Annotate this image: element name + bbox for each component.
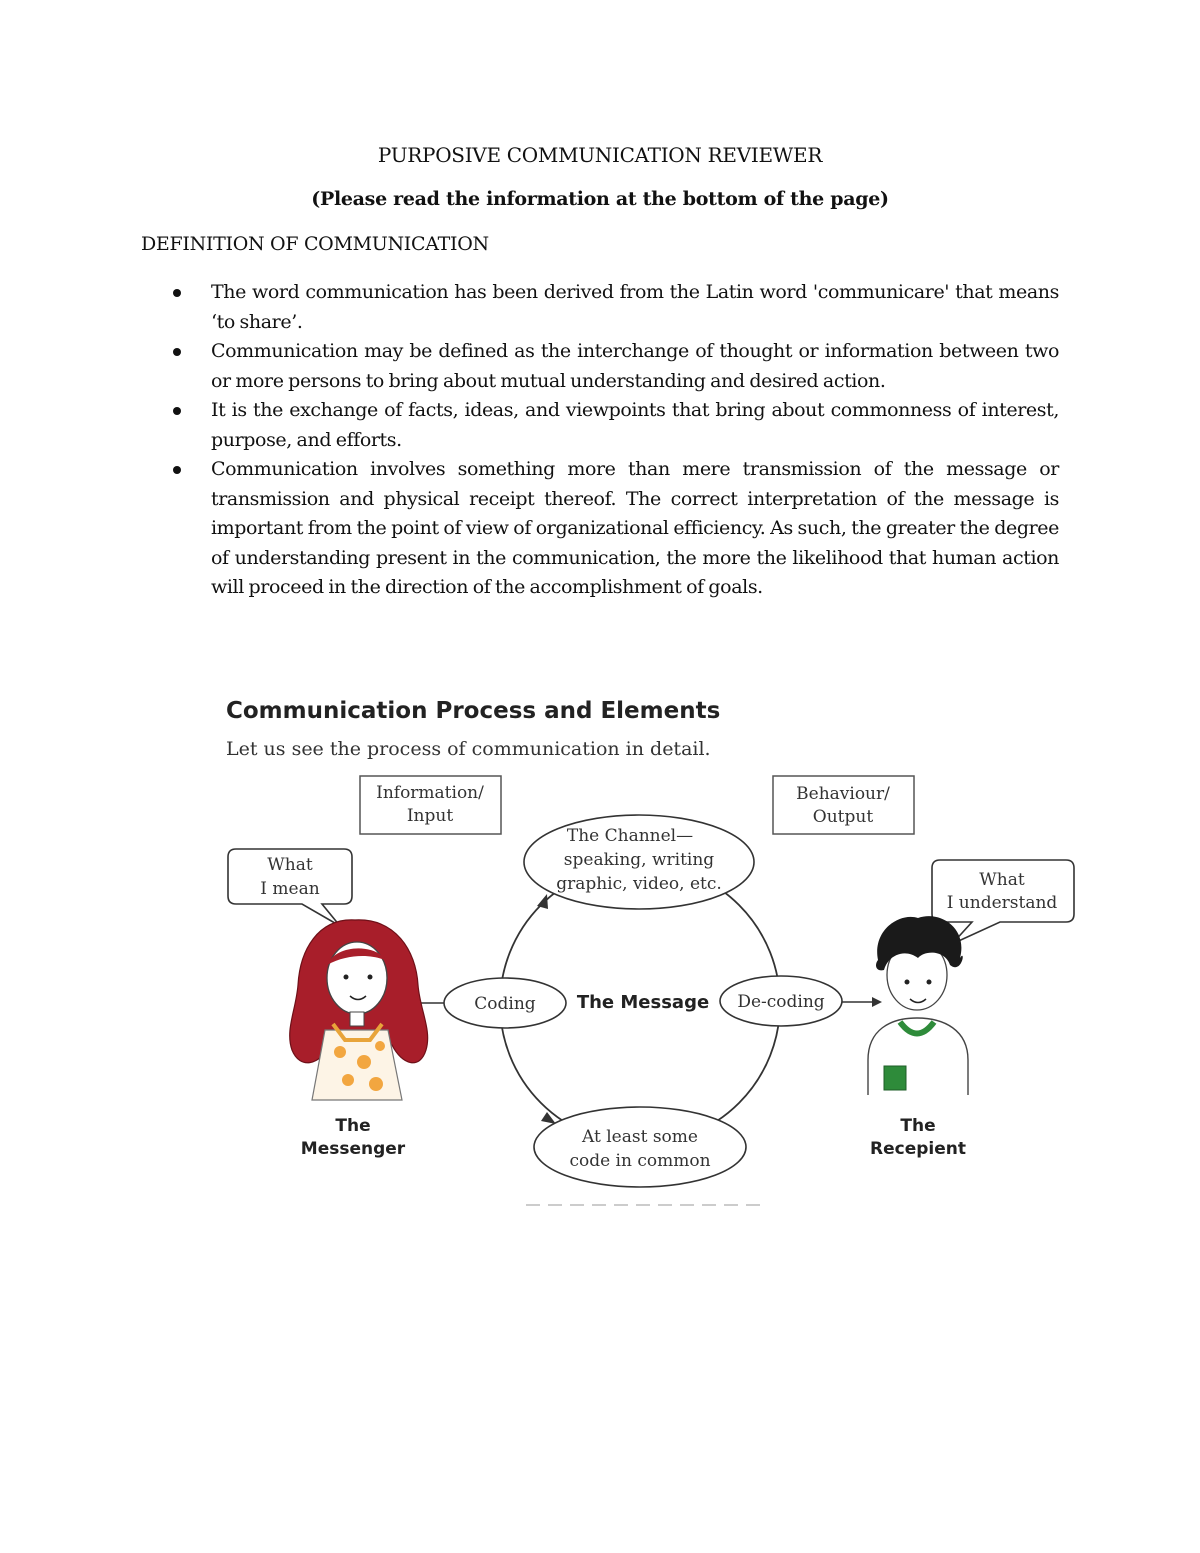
information-input-box xyxy=(360,776,501,834)
messenger-speech-bubble xyxy=(228,849,352,926)
document-subtitle: (Please read the information at the bottom of the page) xyxy=(311,188,889,210)
recipient-bubble-line-2: I understand xyxy=(946,893,1058,913)
recipient-label-line-1: The xyxy=(900,1116,936,1136)
channel-ellipse xyxy=(524,815,754,909)
messenger-illustration xyxy=(290,920,428,1100)
channel-line-1: The Channel— xyxy=(566,826,694,846)
recipient-label-line-2: Recepient xyxy=(870,1139,966,1159)
behaviour-output-box xyxy=(773,776,914,834)
information-box-line-2: Input xyxy=(406,806,454,826)
common-code-line-2: code in common xyxy=(569,1151,711,1171)
message-label: The Message xyxy=(576,992,710,1013)
recipient-bubble-line-1: What xyxy=(979,870,1025,890)
figure-title: Communication Process and Elements xyxy=(226,698,721,724)
decoding-ellipse xyxy=(720,976,842,1026)
behaviour-box-line-2: Output xyxy=(812,807,874,827)
messenger-label-line-2: Messenger xyxy=(300,1139,406,1159)
document-title: PURPOSIVE COMMUNICATION REVIEWER xyxy=(377,143,823,167)
coding-label: Coding xyxy=(474,994,536,1014)
common-code-line-1: At least some xyxy=(582,1127,698,1147)
recipient-illustration xyxy=(868,916,968,1095)
decoding-label: De-coding xyxy=(737,992,825,1012)
bullet-text: Communication involves something more than mere transmission of the message or transmission and physical receipt thereof. The correct interpretation of the message is important from the point of view of organizational efficiency. As such, the greater the degree of understanding present in the communication, the more the likelihood that human action will proceed in the direction of the accomplishment of goals. xyxy=(211,458,1059,598)
common-code-ellipse xyxy=(534,1107,746,1187)
bullet-text: The word communication has been derived from the Latin word 'communicare' that means ‘to share’. xyxy=(211,281,1059,333)
messenger-bubble-line-2: I mean xyxy=(260,879,320,899)
behaviour-box-line-1: Behaviour/ xyxy=(796,784,890,804)
figure-subtitle: Let us see the process of communication in detail. xyxy=(226,738,711,760)
channel-line-2: speaking, writing xyxy=(563,850,715,870)
bullet-text: Communication may be defined as the interchange of thought or information between two or more persons to bring about mutual understanding and desired action. xyxy=(211,340,1059,392)
channel-line-3: graphic, video, etc. xyxy=(556,874,722,894)
coding-ellipse xyxy=(444,978,566,1028)
bullet-text: It is the exchange of facts, ideas, and viewpoints that bring about commonness of interest, purpose, and efforts. xyxy=(211,399,1059,451)
messenger-label-line-1: The xyxy=(335,1116,371,1136)
section-heading: DEFINITION OF COMMUNICATION xyxy=(141,233,489,255)
messenger-bubble-line-1: What xyxy=(267,855,313,875)
information-box-line-1: Information/ xyxy=(376,783,484,803)
